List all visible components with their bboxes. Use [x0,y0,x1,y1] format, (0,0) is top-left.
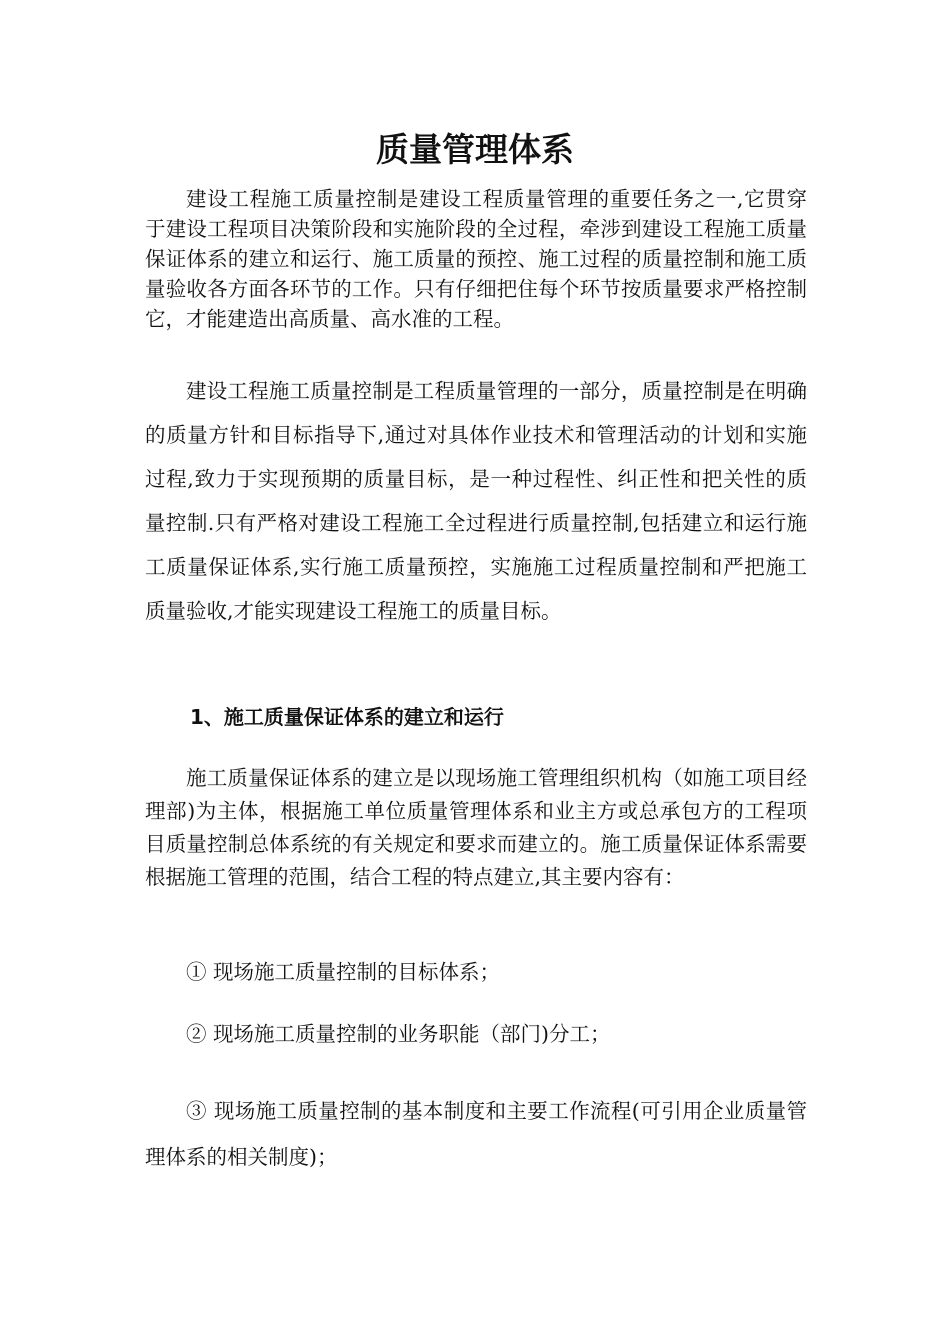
section-paragraph: 施工质量保证体系的建立是以现场施工管理组织机构（如施工项目经理部)为主体，根据施工单位质量管理体系和业主方或总承包方的工程项目质量控制总体系统的有关规定和要求而建立的。施工质量保证体系需要根据施工管理的范围，结合工程的特点建立,其主要内容有： [145,766,807,889]
list-item: ② 现场施工质量控制的业务职能（部门)分工； [186,1022,611,1046]
list-item: ① 现场施工质量控制的目标体系； [186,960,501,984]
section-heading: 1、施工质量保证体系的建立和运行 [190,705,504,729]
document-title: 质量管理体系 [376,130,574,169]
intro-paragraph: 建设工程施工质量控制是建设工程质量管理的重要任务之一,它贯穿于建设工程项目决策阶段和实施阶段的全过程，牵涉到建设工程施工质量保证体系的建立和运行、施工质量的预控、施工过程的质量控制和施工质量验收各方面各环节的工作。只有仔细把住每个环节按质量要求严格控制它，才能建造出高质量、高水准的工程。 [145,187,807,331]
quality-control-paragraph: 建设工程施工质量控制是工程质量管理的一部分，质量控制是在明确的质量方针和目标指导下,通过对具体作业技术和管理活动的计划和实施过程,致力于实现预期的质量目标，是一种过程性、纠正性和把关性的质量控制.只有严格对建设工程施工全过程进行质量控制,包括建立和运行施工质量保证体系,实行施工质量预控，实施施工过程质量控制和严把施工质量验收,才能实现建设工程施工的质量目标。 [145,379,807,623]
list-item: ③ 现场施工质量控制的基本制度和主要工作流程(可引用企业质量管理体系的相关制度)； [145,1099,807,1169]
